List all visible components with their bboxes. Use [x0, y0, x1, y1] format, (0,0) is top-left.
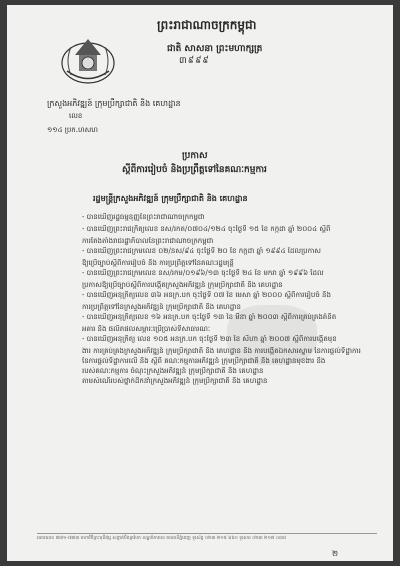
body-paragraph-line: - បានឃើញអនុក្រឹត្យ លេខ ១០៥ អនក្រ.បក ចុះថ្ងៃទី ២៣ ខែ សីហា ឆ្នាំ ២០០៧ ស្តីពីការបង្កើតមុខ: [82, 335, 382, 343]
document-page: [7, 5, 393, 561]
body-paragraph-line: ការតែងតាំងរាជរដ្ឋាភិបាលនៃព្រះរាជាណាចក្រកម្ពុជា: [82, 237, 214, 245]
footer-address: អគារលេខ ៧៧១-៧៧៣ មហាវិថីព្រះមុនីវង្ស សង្កាត់បឹងត្របែក ខណ្ឌចំការមន រាជធានីភ្នំពេញ ទូរស័ព្ទ ០២៣ ២១៥ ៦៦០ ទូរសារ ០២៣ ២១៧ ០៣៥: [37, 533, 377, 542]
body-paragraph-line: របស់គណៈកម្មការ ចំណុះក្រសួងអភិវឌ្ឍន៍ ក្រុមប្រឹក្សាជាតិ និង គេហដ្ឋាន: [82, 367, 264, 375]
kingdom-heading: ព្រះរាជាណាចក្រកម្ពុជា: [157, 18, 257, 32]
royal-emblem-icon: [57, 31, 119, 89]
body-paragraph-line: - បានឃើញព្រះរាជក្រមលេខ នស/រកម/០១៩៦/១៣ ចុះថ្ងៃទី ២៤ ខែ មករា ឆ្នាំ ១៩៩៦ ដែល: [82, 269, 382, 277]
body-paragraph-line: ប្រកាសឱ្យប្រើច្បាប់ស្តីពីការបង្កើតក្រសួងអភិវឌ្ឍន៍ ក្រុមប្រឹក្សាជាតិ និង គេហដ្ឋាន: [82, 281, 283, 289]
body-paragraph-line: ការប្រព្រឹត្តទៅនៃក្រសួងអភិវឌ្ឍន៍ ក្រុមប្រឹក្សាជាតិ និង គេហដ្ឋាន: [82, 303, 241, 311]
ornament-divider: ៣៩៩៩: [179, 56, 210, 66]
body-paragraph-line: ងារ ការគ្រប់គ្រងក្រសួងអភិវឌ្ឍន៍ ក្រុមប្រឹក្សាជាតិ និង គេហដ្ឋាន និង ការបង្កើតឯកសារស្នាម នៃការផ្តល់ទិដ្ឋាការ: [82, 347, 361, 355]
national-motto: ជាតិ សាសនា ព្រះមហាក្សត្រ: [167, 44, 263, 54]
body-paragraph-line: នៃការផ្តល់ទិដ្ឋាការលើ និង ស្តីពី គណៈកម្មការអភិវឌ្ឍន៍ ក្រុមប្រឹក្សាជាតិ និង គេហដ្ឋានមុខងារ និង: [82, 357, 326, 365]
number-prefix: លេខ: [69, 112, 83, 120]
document-title: ប្រកាស: [182, 151, 208, 161]
body-paragraph-line: អគារ និង ផលិតផលសម្ភារៈប្រើប្រាស់ទីសាធារណៈ: [82, 325, 211, 333]
handwritten-mark: ២: [332, 549, 339, 558]
reference-number: ១១៤ ប្រក.ហសហ: [47, 126, 98, 134]
body-paragraph-line: ឱ្យប្រើច្បាប់ស្តីពីការរៀបចំ និង ការប្រព្រឹត្តទៅនៃគណៈរដ្ឋមន្ត្រី: [82, 259, 234, 267]
body-paragraph-line: - បានឃើញអនុក្រឹត្យលេខ ១៦ អនក្រ.បក ចុះថ្ងៃទី ១៣ ខែ មីនា ឆ្នាំ ២០០៣ ស្តីពីការគ្រប់គ្រងគំនិត: [82, 313, 382, 321]
body-paragraph-line: - បានឃើញអនុក្រឹត្យលេខ ៣៦ អនក្រ.បក ចុះថ្ងៃទី ០៧ ខែ មេសា ឆ្នាំ ២០០០ ស្តីពីការរៀបចំ និង: [82, 291, 382, 299]
body-paragraph-line: - បានឃើញរដ្ឋធម្មនុញ្ញនៃព្រះរាជាណាចក្រកម្ពុជា: [82, 213, 382, 221]
body-paragraph-line: - បានឃើញព្រះរាជក្រឹត្យលេខ នស/រកត/០៧០៤/១២៤ ចុះថ្ងៃទី ១៥ ខែ កក្កដា ឆ្នាំ ២០០៤ ស្តីពី: [82, 225, 382, 233]
body-paragraph-line: - បានឃើញព្រះរាជក្រមលេខ ០២/នស/៩៤ ចុះថ្ងៃទី ២០ ខែ កក្កដា ឆ្នាំ ១៩៩៤ ដែលប្រកាស: [82, 247, 382, 255]
document-body: [82, 213, 382, 387]
addressee: រដ្ឋមន្ត្រីក្រសួងអភិវឌ្ឍន៍ ក្រុមប្រឹក្សាជាតិ និង គេហដ្ឋាន: [93, 193, 248, 203]
document-subject: ស្តីពីការរៀបចំ និងប្រព្រឹត្តទៅនៃគណៈកម្មការ: [122, 165, 267, 175]
ministry-name: ក្រសួងអភិវឌ្ឍន៍ ក្រុមប្រឹក្សាជាតិ និង គេហដ្ឋាន: [47, 99, 181, 108]
body-paragraph-line: តាមសំណើរបស់ថ្នាក់ដឹកនាំក្រសួងអភិវឌ្ឍន៍ ក្រុមប្រឹក្សាជាតិ និង គេហដ្ឋាន: [82, 377, 268, 385]
